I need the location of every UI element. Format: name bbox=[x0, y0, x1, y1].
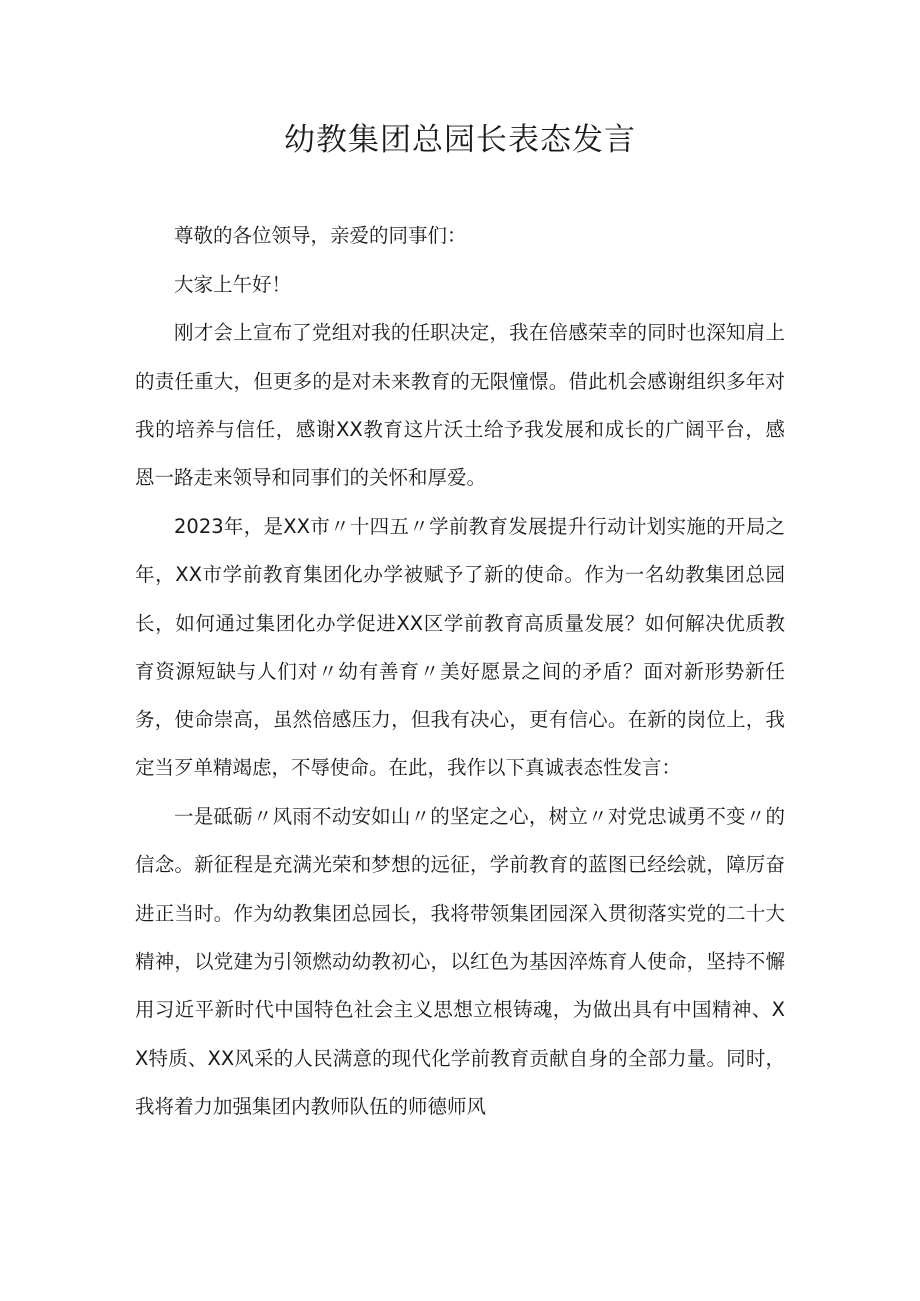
paragraph-appointment: 刚才会上宣布了党组对我的任职决定，我在倍感荣幸的同时也深知肩上的责任重大，但更多的是对未来教育的无限憧憬。借此机会感谢组织多年对我的培养与信任，感谢XX教育这片沃土给予我发展和成长的广阔平台，感恩一路走来领导和同事们的关怀和厚爱。 bbox=[135, 321, 785, 490]
paragraph-2023-mission: 2023年，是XX市〃十四五〃学前教育发展提升行动计划实施的开局之年，XX市学前教育集团化办学被赋予了新的使命。作为一名幼教集团总园长，如何通过集团化办学促进XX区学前教育高质量发展？如何解决优质教育资源短缺与人们对〃幼有善育〃美好愿景之间的矛盾？面对新形势新任务，使命崇高，虽然倍感压力，但我有决心，更有信心。在新的岗位上，我定当歹单精竭虑，不辱使命。在此，我作以下真诚表态性发言： bbox=[135, 514, 785, 780]
paragraph-commitment-one: 一是砥砺〃风雨不动安如山〃的坚定之心，树立〃对党忠诚勇不变〃的信念。新征程是充满光荣和梦想的远征，学前教育的蓝图已经绘就，障厉奋进正当时。作为幼教集团总园长，我将带领集团园深入贯彻落实党的二十大精神，以党建为引领燃动幼教初心，以红色为基因淬炼育人使命，坚持不懈用习近平新时代中国特色社会主义思想立根铸魂，为做出具有中国精神、XX特质、XX风采的人民满意的现代化学前教育贡献自身的全部力量。同时，我将着力加强集团内教师队伍的师德师风 bbox=[135, 805, 785, 1118]
greeting: 大家上午好！ bbox=[174, 272, 292, 296]
document-title: 幼教集团总园长表态发言 bbox=[284, 122, 636, 158]
document-body bbox=[135, 212, 785, 1132]
salutation: 尊敬的各位领导，亲爱的同事们： bbox=[174, 224, 467, 247]
